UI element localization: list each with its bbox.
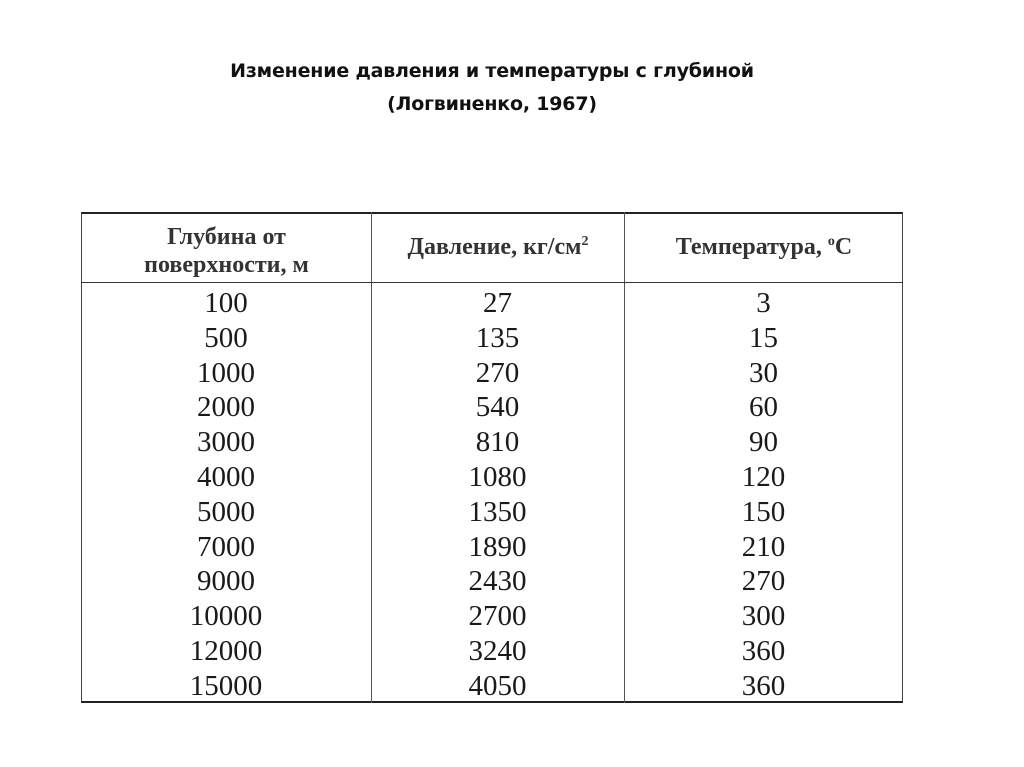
header-temperature xyxy=(625,233,903,261)
temperature-cell: 120 xyxy=(741,460,786,493)
depth-cell: 5000 xyxy=(197,495,255,528)
depth-cell: 1000 xyxy=(197,356,255,389)
pressure-cell: 3240 xyxy=(468,634,527,667)
temperature-cell: 3 xyxy=(756,287,771,319)
table-row xyxy=(81,599,903,634)
depth-cell: 4000 xyxy=(197,460,255,493)
depth-cell: 2000 xyxy=(197,391,255,424)
temperature-cell: 360 xyxy=(741,634,786,667)
depth-cell: 7000 xyxy=(197,530,255,563)
header-temperature-degree: o xyxy=(827,234,835,249)
header-pressure-label: Давление, кг/см xyxy=(407,234,582,260)
table-row xyxy=(81,460,903,495)
depth-cell: 15000 xyxy=(189,669,263,702)
table-row xyxy=(81,634,903,669)
pressure-cell: 2700 xyxy=(468,600,527,633)
table-row xyxy=(81,321,903,356)
temperature-cell: 270 xyxy=(741,565,786,598)
depth-cell: 9000 xyxy=(197,565,255,598)
depth-cell: 500 xyxy=(204,321,248,354)
header-pressure-exponent: 2 xyxy=(581,234,589,249)
pressure-cell: 1890 xyxy=(468,530,527,563)
header-depth xyxy=(82,223,371,279)
temperature-cell: 90 xyxy=(749,426,778,459)
temperature-cell: 60 xyxy=(749,391,778,424)
table-row xyxy=(81,564,903,599)
header-depth-line1: Глубина от xyxy=(167,224,286,250)
table-row xyxy=(81,425,903,460)
page-subtitle: (Логвиненко, 1967) xyxy=(387,93,597,115)
header-temperature-label: Температура, xyxy=(675,234,828,260)
temperature-cell: 300 xyxy=(741,600,786,633)
temperature-cell: 360 xyxy=(741,669,786,702)
temperature-cell: 30 xyxy=(749,356,778,389)
table-row xyxy=(81,390,903,425)
table-body xyxy=(81,286,903,704)
pressure-cell: 540 xyxy=(475,391,520,424)
table-row xyxy=(81,286,903,321)
page-title: Изменение давления и температуры с глубиной xyxy=(230,60,754,82)
depth-cell: 100 xyxy=(204,287,248,319)
depth-cell: 12000 xyxy=(189,634,263,667)
depth-cell: 3000 xyxy=(197,426,255,459)
table-row xyxy=(81,530,903,565)
header-divider xyxy=(81,282,903,283)
pressure-cell: 1350 xyxy=(468,495,527,528)
pressure-cell: 1080 xyxy=(468,460,527,493)
pressure-cell: 810 xyxy=(475,426,520,459)
header-pressure xyxy=(372,233,624,261)
pressure-cell: 135 xyxy=(475,321,520,354)
header-depth-line2: поверхности, м xyxy=(144,252,309,278)
depth-cell: 10000 xyxy=(189,600,263,633)
temperature-cell: 210 xyxy=(741,530,786,563)
pressure-cell: 2430 xyxy=(468,565,527,598)
pressure-cell: 270 xyxy=(475,356,520,389)
table-row xyxy=(81,669,903,704)
temperature-cell: 150 xyxy=(741,495,786,528)
pressure-cell: 4050 xyxy=(468,669,527,702)
table-row xyxy=(81,495,903,530)
temperature-cell: 15 xyxy=(749,321,778,354)
table-row xyxy=(81,356,903,391)
header-temperature-unit: C xyxy=(834,234,853,260)
pressure-cell: 27 xyxy=(483,287,512,319)
